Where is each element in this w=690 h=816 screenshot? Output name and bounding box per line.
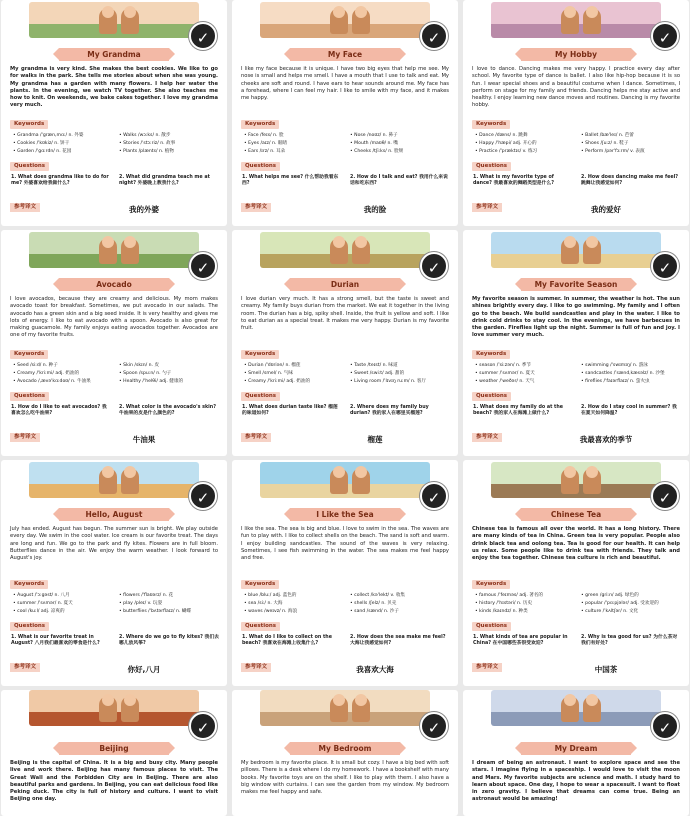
check-circle-icon[interactable]: ✓ <box>420 252 448 280</box>
keyword-item: • weather /'weðər/ n. 天气 <box>475 379 534 385</box>
keyword-item: • Ballet /bæ'leɪ/ n. 芭蕾 <box>581 133 634 139</box>
worksheet-card[interactable] <box>232 460 458 686</box>
check-circle-icon[interactable]: ✓ <box>189 252 217 280</box>
story-text: I love durian very much. It has a strong smell, but the taste is sweet and creamy. My family buys durian from the market. We eat it together in the living room. The durian has a big, spiky shell. Inside, the fruit is yellow and soft. I like to eat durian as a special treat. It makes me very happy. Durian is my favorite fruit. <box>241 296 449 332</box>
questions-label: Questions <box>241 162 280 171</box>
question-item: 2. How do I talk and eat? 我用什么来说话和吃东西? <box>350 175 448 186</box>
keyword-item: • Garden /'gɑːrdn/ n. 花园 <box>13 149 71 155</box>
illustration <box>260 462 430 498</box>
check-circle-icon[interactable]: ✓ <box>651 712 679 740</box>
cartoon-child <box>121 468 139 494</box>
keyword-item: • season /'siːzən/ n. 季节 <box>475 363 531 369</box>
story-text: I love to dance. Dancing makes me very happy. I practice every day after school. My favorite type of dance is ballet. I also like hip-hop because it is so fun. I wear special shoes and a beautiful costume when I dance. Sometimes, I perform on stage for my family and friends. Dancing helps me stay active and healthy. I enjoy learning new dance moves and routines. Dancing is my favorite hobby. <box>472 66 680 109</box>
chinese-title: 你好,八月 <box>127 665 161 674</box>
card-title: My Hobby <box>521 48 631 61</box>
keyword-item: • Happy /'hæpi/ adj. 开心的 <box>475 141 537 147</box>
story-text: Beijing is the capital of China. It is a big and busy city. Many people live and work there. Beijing has many famous places to visit. The Great Wall and the Forbidden City are in Beijing. There are also beautiful parks and gardens. In Beijing, you can eat delicious food like Peking duck. The city is full of history and culture. I want to visit Beijing one day. <box>10 760 218 803</box>
question-item: 1. What does grandma like to do for me? 外婆喜欢给我做什么? <box>11 175 109 186</box>
worksheet-card[interactable] <box>232 690 458 816</box>
reference-label: 参考译文 <box>472 203 502 212</box>
card-title: My Grandma <box>59 48 169 61</box>
reference-label: 参考译文 <box>241 433 271 442</box>
cartoon-child <box>352 468 370 494</box>
check-circle-icon[interactable]: ✓ <box>189 482 217 510</box>
keyword-item: • Practice /'præktɪs/ v. 练习 <box>475 149 537 155</box>
questions-label: Questions <box>472 622 511 631</box>
card-title: My Face <box>290 48 400 61</box>
cartoon-child <box>561 8 579 34</box>
keyword-item: • Creamy /'kriːmi/ adj. 奶油的 <box>244 379 310 385</box>
cartoon-child <box>330 696 348 722</box>
question-item: 2. How does dancing make me feel? 跳舞让我感觉如何? <box>581 175 679 186</box>
cartoon-child <box>583 468 601 494</box>
keyword-item: • August /'ɔːgəst/ n. 八月 <box>13 593 70 599</box>
cartoon-child <box>561 238 579 264</box>
story-text: Chinese tea is famous all over the world. It has a long history. There are many kinds of tea in China. Green tea is very popular. People also drink black tea and oolong tea. Tea is good for our health. It can help us relax. Some people like to drink tea with friends. They talk and enjoy the tea together. Chinese tea culture is rich and beautiful. <box>472 526 680 562</box>
keyword-item: • famous /'feɪməs/ adj. 著名的 <box>475 593 543 599</box>
keyword-item: • Stories /'stɔːriz/ n. 故事 <box>119 141 175 147</box>
question-item: 1. What is our favorite treat in August? 八月我们最喜欢的零食是什么? <box>11 635 100 646</box>
reference-label: 参考译文 <box>472 433 502 442</box>
keyword-item: • Taste /teɪst/ n. 味道 <box>350 363 398 369</box>
questions-label: Questions <box>10 162 49 171</box>
keywords-label: Keywords <box>241 580 279 589</box>
check-circle-icon[interactable]: ✓ <box>420 712 448 740</box>
cartoon-child <box>121 8 139 34</box>
keyword-item: • summer /'sʌmər/ n. 夏天 <box>475 371 535 377</box>
keyword-item: • Cheeks /tʃiːks/ n. 脸颊 <box>350 149 403 155</box>
worksheet-card[interactable] <box>1 0 227 226</box>
keyword-item: • Durian /'dʊriən/ n. 榴莲 <box>244 363 300 369</box>
keyword-item: • flowers /'flaʊərz/ n. 花 <box>119 593 173 599</box>
cartoon-child <box>352 696 370 722</box>
questions-label: Questions <box>10 622 49 631</box>
worksheet-card[interactable] <box>232 230 458 456</box>
keyword-item: • sand /sænd/ n. 沙子 <box>350 609 399 615</box>
keyword-item: • Healthy /'helθi/ adj. 健康的 <box>119 379 183 385</box>
keyword-item: • swimming /'swɪmɪŋ/ n. 游泳 <box>581 363 648 369</box>
cartoon-child <box>583 696 601 722</box>
question-item: 2. Where do we go to fly kites? 我们去哪儿放风筝? <box>119 635 219 646</box>
story-text: My favorite season is summer. In summer, the weather is hot. The sun shines brightly every day. I like to go swimming. My family and I often go to the beach. We build sandcastles and play in the water. I like to drink cold drinks to stay cool. In the evenings, we have barbecues in the garden. Fireflies light up the night. Summer is full of fun and joy. I love summer very much. <box>472 296 680 339</box>
illustration <box>491 690 661 726</box>
cartoon-child <box>330 468 348 494</box>
keyword-item: • Seed /siːd/ n. 种子 <box>13 363 58 369</box>
keyword-item: • Cookies /'kʊkiz/ n. 饼干 <box>13 141 69 147</box>
keyword-item: • Mouth /maʊθ/ n. 嘴 <box>350 141 398 147</box>
card-title: My Favorite Season <box>521 278 631 291</box>
illustration <box>491 2 661 38</box>
keyword-item: • Plants /plænts/ n. 植物 <box>119 149 174 155</box>
card-title: Hello, August <box>59 508 169 521</box>
story-text: I love avocados, because they are creamy and delicious. My mom makes avocado toast for breakfast. Sometimes, we put avocado in our salads. The avocado has a green skin and a big seed inside. It is very healthy and gives me lots of energy. I like to eat avocado with a spoon. Avocado is also great for making guacamole. My family enjoys eating avocados together. Avocados are one of my favorite fruits. <box>10 296 218 339</box>
illustration <box>260 232 430 268</box>
cartoon-child <box>99 468 117 494</box>
reference-label: 参考译文 <box>10 203 40 212</box>
cartoon-child <box>561 696 579 722</box>
keywords-label: Keywords <box>10 580 48 589</box>
reference-label: 参考译文 <box>241 203 271 212</box>
cartoon-child <box>99 696 117 722</box>
keyword-item: • Face /feɪs/ n. 脸 <box>244 133 284 139</box>
check-circle-icon[interactable]: ✓ <box>420 22 448 50</box>
keywords-label: Keywords <box>472 350 510 359</box>
keyword-item: • Smell /smel/ n. 气味 <box>244 371 293 377</box>
illustration <box>260 2 430 38</box>
question-item: 1. What does my family do at the beach? 我的家人在海滩上做什么? <box>473 405 564 416</box>
illustration <box>491 232 661 268</box>
questions-label: Questions <box>472 162 511 171</box>
cartoon-child <box>352 8 370 34</box>
keyword-item: • Shoes /ʃuːz/ n. 鞋子 <box>581 141 628 147</box>
question-item: 2. What color is the avocado's skin? 牛油果的皮是什么颜色的? <box>119 405 217 416</box>
cartoon-child <box>583 8 601 34</box>
keyword-item: • Skin /skɪn/ n. 皮 <box>119 363 159 369</box>
cartoon-child <box>99 238 117 264</box>
worksheet-card[interactable] <box>1 690 227 816</box>
cartoon-child <box>330 238 348 264</box>
worksheet-card[interactable] <box>1 230 227 456</box>
cartoon-child <box>99 8 117 34</box>
cartoon-child <box>121 238 139 264</box>
chinese-title: 榴莲 <box>367 435 383 444</box>
keywords-label: Keywords <box>241 120 279 129</box>
illustration <box>260 690 430 726</box>
keyword-item: • sandcastles /'sændˌkæsəlz/ n. 沙堡 <box>581 371 665 377</box>
reference-label: 参考译文 <box>241 663 271 672</box>
keyword-item: • Creamy /'kriːmi/ adj. 奶油的 <box>13 371 79 377</box>
check-circle-icon[interactable]: ✓ <box>189 712 217 740</box>
check-circle-icon[interactable]: ✓ <box>651 22 679 50</box>
keyword-item: • Eyes /aɪz/ n. 眼睛 <box>244 141 287 147</box>
keyword-item: • fireflies /'faɪərflaɪz/ n. 萤火虫 <box>581 379 650 385</box>
worksheet-card[interactable] <box>232 0 458 226</box>
keyword-item: • kinds /kaɪndz/ n. 种类 <box>475 609 528 615</box>
cartoon-child <box>330 8 348 34</box>
cartoon-child <box>583 238 601 264</box>
questions-label: Questions <box>10 392 49 401</box>
worksheet-card[interactable] <box>463 0 689 226</box>
chinese-title: 我的脸 <box>363 205 387 214</box>
illustration <box>29 462 199 498</box>
keywords-label: Keywords <box>472 580 510 589</box>
keyword-item: • sea /siː/ n. 大海 <box>244 601 282 607</box>
keyword-item: • popular /'pɑːpjələr/ adj. 受欢迎的 <box>581 601 659 607</box>
check-circle-icon[interactable]: ✓ <box>189 22 217 50</box>
worksheet-card[interactable] <box>463 460 689 686</box>
chinese-title: 我最喜欢的季节 <box>579 435 633 444</box>
keyword-item: • Dance /dæns/ n. 跳舞 <box>475 133 528 139</box>
worksheet-card[interactable] <box>463 690 689 816</box>
keyword-item: • Avocado /,ævə'kɑːdoʊ/ n. 牛油果 <box>13 379 91 385</box>
story-text: I like the sea. The sea is big and blue. I love to swim in the sea. The waves are fun to play with. I like to collect shells on the beach. The sand is soft and warm. I enjoy building sandcastles. The sound of the waves is very relaxing. Sometimes, I see fish swimming in the water. The sea makes me feel happy and free. <box>241 526 449 562</box>
keyword-item: • Walks /wɔːks/ n. 散步 <box>119 133 170 139</box>
keyword-item: • shells /ʃelz/ n. 贝壳 <box>350 601 396 607</box>
questions-label: Questions <box>241 392 280 401</box>
card-title: Durian <box>290 278 400 291</box>
reference-label: 参考译文 <box>472 663 502 672</box>
keyword-item: • waves /weɪvz/ n. 海浪 <box>244 609 297 615</box>
question-item: 1. What kinds of tea are popular in China? 在中国哪些茶很受欢迎? <box>473 635 568 646</box>
question-item: 1. What do I like to collect on the beach? 我喜欢在海滩上收集什么? <box>242 635 332 646</box>
question-item: 1. What is my favorite type of dance? 我最喜欢的舞蹈类型是什么? <box>473 175 554 186</box>
card-title: I Like the Sea <box>290 508 400 521</box>
question-item: 2. How does the sea make me feel? 大海让我感觉如何? <box>350 635 446 646</box>
worksheet-card[interactable] <box>463 230 689 456</box>
card-title: My Bedroom <box>290 742 400 755</box>
chinese-title: 牛油果 <box>132 435 156 444</box>
keyword-item: • Living room /'lɪvɪŋ ruːm/ n. 客厅 <box>350 379 426 385</box>
check-circle-icon[interactable]: ✓ <box>420 482 448 510</box>
keyword-item: • Sweet /swiːt/ adj. 甜的 <box>350 371 404 377</box>
question-item: 1. How do I like to eat avocados? 我喜欢怎么吃牛油果? <box>11 405 107 416</box>
illustration <box>491 462 661 498</box>
question-item: 1. What helps me see? 什么帮助我看东西? <box>242 175 339 186</box>
chinese-title: 我的爱好 <box>591 205 621 214</box>
illustration <box>29 690 199 726</box>
check-circle-icon[interactable]: ✓ <box>651 252 679 280</box>
worksheet-card[interactable] <box>1 460 227 686</box>
keyword-item: • Ears /ɪrz/ n. 耳朵 <box>244 149 285 155</box>
card-title: My Dream <box>521 742 631 755</box>
question-item: 1. What does durian taste like? 榴莲的味道如何? <box>242 405 338 416</box>
story-text: I like my face because it is unique. I have two big eyes that help me see. My nose is small and helps me smell. I have a mouth that I use to talk and eat. My cheeks are soft and round. I have ears to hear sounds around me. My face has a forehead, where I can feel my hair. I like to smile with my face, and it makes me happy. <box>241 66 449 102</box>
cartoon-child <box>561 468 579 494</box>
illustration <box>29 2 199 38</box>
keyword-item: • Grandma /'græn,mɑː/ n. 外婆 <box>13 133 83 139</box>
keywords-label: Keywords <box>10 350 48 359</box>
keywords-label: Keywords <box>472 120 510 129</box>
chinese-title: 中国茶 <box>594 665 618 674</box>
question-item: 2. Where does my family buy durian? 我的家人在哪里买榴莲? <box>350 405 429 416</box>
story-text: July has ended. August has begun. The summer sun is bright. We play outside every day. We swim in the cool water. Ice cream is our favorite treat. The days are long and fun. We go to the park and fly kites. Flowers are in full bloom. Butterflies dance in the air. We enjoy the warm weather. I look forward to August's joy. <box>10 526 218 562</box>
card-title: Chinese Tea <box>521 508 631 521</box>
keyword-item: • history /'hɪstəri/ n. 历史 <box>475 601 532 607</box>
keyword-item: • Perform /pər'fɔːrm/ v. 表演 <box>581 149 645 155</box>
keyword-item: • play /pleɪ/ v. 玩耍 <box>119 601 162 607</box>
keyword-item: • cool /kuːl/ adj. 凉爽的 <box>13 609 65 615</box>
illustration <box>29 232 199 268</box>
reference-label: 参考译文 <box>10 663 40 672</box>
check-circle-icon[interactable]: ✓ <box>651 482 679 510</box>
keyword-item: • collect /kə'lekt/ v. 收集 <box>350 593 405 599</box>
keyword-item: • Nose /noʊz/ n. 鼻子 <box>350 133 398 139</box>
cartoon-child <box>121 696 139 722</box>
keywords-label: Keywords <box>10 120 48 129</box>
keyword-item: • butterflies /'bʌtərflaɪz/ n. 蝴蝶 <box>119 609 191 615</box>
keyword-item: • green /griːn/ adj. 绿色的 <box>581 593 639 599</box>
questions-label: Questions <box>472 392 511 401</box>
cartoon-child <box>352 238 370 264</box>
chinese-title: 我的外婆 <box>129 205 159 214</box>
question-item: 2. How do I stay cool in summer? 我在夏天如何降温? <box>581 405 677 416</box>
reference-label: 参考译文 <box>10 433 40 442</box>
keyword-item: • culture /'kʌltʃər/ n. 文化 <box>581 609 638 615</box>
card-title: Beijing <box>59 742 169 755</box>
card-title: Avocado <box>59 278 169 291</box>
story-text: My bedroom is my favorite place. It is small but cozy. I have a big bed with soft pillows. There is a desk where I do my homework. I have a bookshelf with many books. My favorite toys are on the shelf. I like to play with them. I also have a big window with curtains. I can see the garden from my window. My bedroom makes me feel happy and safe. <box>241 760 449 796</box>
story-text: My grandma is very kind. She makes the best cookies. We like to go for walks in the park. She tells me stories about when she was young. My grandma has a garden with many flowers. I help her water the plants. In the evening, we watch TV together. She also teaches me how to knit. On weekends, we bake cakes together. I love my grandma very much. <box>10 66 218 109</box>
keyword-item: • Spoon /spuːn/ n. 勺子 <box>119 371 171 377</box>
question-item: 2. What did grandma teach me at night? 外婆晚上教我什么? <box>119 175 210 186</box>
keyword-item: • summer /'sʌmər/ n. 夏天 <box>13 601 73 607</box>
chinese-title: 我喜欢大海 <box>356 665 394 674</box>
keywords-label: Keywords <box>241 350 279 359</box>
questions-label: Questions <box>241 622 280 631</box>
keyword-item: • blue /bluː/ adj. 蓝色的 <box>244 593 296 599</box>
question-item: 2. Why is tea good for us? 为什么茶对我们有好处? <box>581 635 678 646</box>
story-text: I dream of being an astronaut. I want to explore space and see the stars. I imagine flying in a spaceship. I would love to visit the moon and Mars. My favorite subjects are science and math. I study hard to learn about space. One day, I hope to wear a spacesuit. I want to float in zero gravity. I believe that dreams can come true. Being an astronaut would be amazing! <box>472 760 680 803</box>
